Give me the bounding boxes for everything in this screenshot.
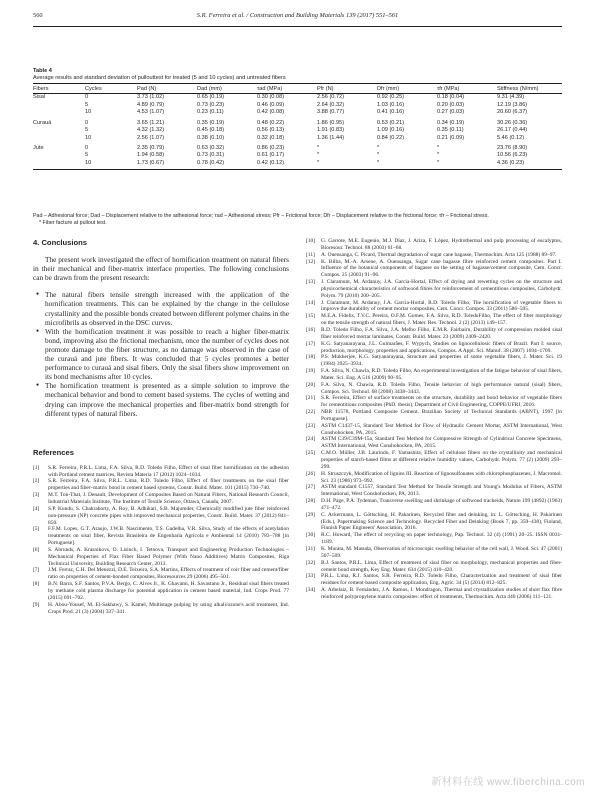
table-cell: 0.86 (0.23)	[257, 144, 285, 151]
reference-item	[306, 279, 562, 300]
reference-text: K.G. Satyanarayana, J.L. Guimarães, F. Wypych, Studies on lignocellulosic fibers of Brazil. Part I: source, production, morphology, properties and applications, Compos. A Appl. Sci. Manuf. 38 (2007) 1694–1709.	[321, 340, 562, 354]
table-cell: 0.78 (0.42)	[197, 159, 257, 169]
table-cell	[33, 127, 85, 135]
table-cell: 0.42 (0.12)	[257, 159, 317, 169]
reference-item	[306, 512, 562, 533]
table-cell: 1.09 (0.16)	[377, 127, 405, 133]
table-cell: 0.23 (0.11)	[197, 109, 224, 116]
reference-text: C. Ackermann, L. Göttsching, H. Pakarinen, Recycled fiber and deinking, in: L. Göttsching, H. Pakarinen (Eds.), Papermaking Science and Technology. Recycled Fiber and Deinking (Book 7, pp. 359–438), Finland, Finnish Paper Engineers' Association, 2016.	[321, 511, 562, 532]
reference-item	[306, 409, 562, 423]
reference-text: ASTM C39/C39M-15a, Standard Test Method for Compressive Strength of Cylindrical Concrete Specimens, ASTM International, West Conshohocken, PA, 2015.	[321, 436, 562, 450]
journal-citation: S.R. Ferreira et al. / Construction and Building Materials 139 (2017) 551–561	[196, 12, 399, 19]
table-cell: 10.56 (6.23)	[497, 152, 528, 159]
reference-number: [12]	[306, 258, 316, 265]
table-cell: 0.18 (0.04)	[437, 94, 465, 101]
table-cell: 1.86 (0.95)	[317, 119, 345, 126]
table-cell: 30.26 (0.36)	[497, 119, 528, 126]
column-header: Stiffness (N/mm)	[497, 84, 562, 94]
table-cell: 2.35 (0.79)	[137, 144, 165, 151]
reference-text: R.C. Howard, The effect of recycling on paper technology, Pap. Technol. 32 (4) (1991) 20–25. ISSN 0031-1189.	[321, 532, 562, 546]
reference-number: [20]	[306, 381, 316, 388]
reference-text: NBR 11578, Portland Composite Cement. Brazilian Society of Technical Standards (ABNT), 1997 [in Portuguese].	[321, 409, 562, 422]
reference-text: K. Bilba, M.-A. Arsene, A. Ouensanga, Sugar cane bagasse fibre reinforced cement composites. Part I. Influence of the botanical components of bagasse on the setting of bagasse/cement composite, Cem. Concr. Compos. 25 (2003) 91–96.	[321, 258, 562, 279]
table-footnote: * Fiber facture at pullout test.	[39, 219, 107, 226]
reference-item	[33, 465, 289, 479]
page-number: 560	[33, 12, 43, 19]
table-cell: 0.61 (0.17)	[257, 152, 285, 159]
table-cell: 0.20 (0.03)	[437, 101, 465, 108]
table-caption	[33, 68, 286, 82]
table-cell: Curauá	[33, 119, 52, 126]
table-cell: Jute	[33, 144, 44, 151]
reference-item	[33, 492, 289, 506]
reference-item	[306, 436, 562, 450]
reference-text: F.F.M. Lopes, G.T. Araujo, J.W.B. Nascimento, T.S. Gadelha, V.R. Silva, Study of the effects of acetylation treatments on sisal fiber, Revista Brasileira de Engenharia Agrícola e Ambiental 14 (2010) 783–788 [in Portuguese].	[48, 526, 289, 547]
reference-text: A. Arbelaiz, B. Fernández, J.A. Ramos, I. Mondragon, Thermal and crystallization studies of short flax fibre reinforced polypropylene matrix composites: effect of treatments, Thermochim. Acta 440 (2006) 111–121.	[321, 587, 562, 600]
reference-number: [30]	[306, 532, 316, 539]
table-cell: 4.36 (0.23)	[497, 159, 562, 169]
table-notes	[33, 213, 562, 226]
reference-number: [13]	[306, 279, 316, 286]
table-row	[33, 109, 562, 117]
reference-text: J. Claramunt, M. Ardanuy, J.A. García-Hortal, Effect of drying and rewetting cycles on the structure and physicochemical characteristics of softwood fibres for reinforcement of cementitious composites, Carbohydr. Polym. 79 (2010) 200–205.	[321, 279, 562, 299]
table-cell: 0.65 (0.19)	[197, 94, 225, 101]
table-cell: 5	[85, 101, 89, 108]
table-cell	[33, 109, 85, 117]
table-cell: 5.46 (0.12)	[497, 134, 525, 141]
table-cell: 0.42 (0.08)	[257, 109, 285, 116]
table-cell: 0	[85, 144, 89, 151]
table-cell: 2.64 (0.32)	[317, 101, 345, 108]
pullout-results-table	[33, 83, 562, 170]
table-cell: 0.92 (0.25)	[377, 94, 405, 101]
reference-item	[306, 573, 562, 587]
column-header: τfr (MPa)	[437, 84, 497, 94]
table-cell: 0.45 (0.18)	[197, 127, 225, 133]
reference-text: R.D. Toledo Filho, F.A. Silva, J.A. Melho Filho, E.M.R. Fairbairn, Durability of compression molded sisal fiber reinforced mortar laminates, Constr. Build. Mater. 23 (2009) 2409–2420.	[321, 326, 562, 340]
table-cell: 9.31 (4.39)	[497, 94, 525, 101]
reference-number: [31]	[306, 545, 316, 552]
table-cell: 5	[85, 152, 89, 159]
table-cell: 2.56 (0.72)	[317, 94, 345, 101]
reference-number: [11]	[306, 251, 315, 258]
reference-number: [4]	[33, 505, 40, 512]
reference-text: P.S. Mukherjee, K.G. Satyanarayana, Structure and properties of some vegetable fibers, J. Mater. Sci. 19 (1984) 3925–3934.	[321, 354, 562, 368]
table-cell: 1.73 (0.67)	[137, 159, 197, 169]
table-cell: 2.56 (1.07)	[137, 134, 165, 141]
reference-number: [8]	[33, 581, 40, 588]
reference-item	[33, 602, 289, 616]
table-cell: 0	[85, 94, 89, 101]
column-header: Fibers	[33, 84, 85, 94]
reference-text: ASTM standard C1557, Standard Test Method for Tensile Strength and Young's Modulus of Fibers, ASTM International, West Conshohocken, PA, 2013.	[321, 484, 562, 498]
column-header: Dad (mm)	[197, 84, 257, 94]
reference-number: [24]	[306, 436, 316, 443]
column-header: Cycles	[85, 84, 137, 94]
reference-number: [27]	[306, 484, 316, 491]
table-cell: *	[377, 152, 380, 159]
reference-number: [29]	[306, 511, 316, 518]
table-row	[33, 127, 562, 135]
table-cell: 3.65 (1.21)	[137, 119, 165, 126]
reference-text: H. Abou-Yousef, M. El-Sakhawy, S. Kamel, Multistage pulping by using alkali/ozone's acid treatment, Ind. Crops Prod. 21 (3) (2004) 337–341.	[48, 601, 289, 615]
table-body	[33, 94, 562, 170]
references-list-right	[306, 238, 562, 601]
table-cell: 5	[85, 127, 89, 133]
table-cell: Sisal	[33, 94, 46, 101]
reference-text: M.E.A. Fidelis, T.V.C. Pereira, O.F.M. Gomes, F.A. Silva, R.D. ToledoFilho, The effect of fiber morphology on the tensile strength of natural fibers, J. Mater. Res. Technol. 2 (2) (2013) 149–157.	[321, 313, 562, 327]
table-cell: *	[377, 159, 437, 169]
table-cell: 0.48 (0.22)	[257, 119, 285, 126]
table-row	[33, 94, 562, 102]
reference-item	[306, 498, 562, 512]
reference-text: F.A. Silva, N. Chawla, R.D. Toledo Filho, Tensile behavior of high performance natural (sisal) fibers, Compos. Sci. Technol. 68 (2008) 3438–3443.	[321, 381, 562, 395]
reference-item	[306, 354, 562, 368]
table-cell	[33, 134, 85, 142]
reference-number: [28]	[306, 498, 316, 505]
reference-item	[33, 526, 289, 547]
reference-text: S.P. Kundu, S. Chakraborty, A. Roy, B. Adhikari, S.B. Majumder, Chemically modified jute fiber reinforced non-pressure (NP) concrete pipes with improved mechanical properties, Constr. Build. Mater. 37 (2012) 841–850.	[48, 505, 289, 526]
reference-text: S.R. Ferreira, F.A. Silva, P.R.L. Lima, R.D. Toledo Filho, Effect of fiber treatments on the sisal fiber properties and fiber–matrix bond in cement based systems, Constr. Build. Mater. 101 (2015) 730–740.	[48, 478, 289, 492]
table-cell: 4.89 (0.79)	[137, 101, 165, 108]
table-cell: 10	[85, 134, 92, 141]
reference-item	[306, 327, 562, 341]
table-cell: 0.21 (0.09)	[437, 134, 465, 141]
conclusion-item: ● The natural fibers tensile strength increased with the application of the hornification treatments. This can be explained by the change in the cellulose crystallinity and the possible bonds created between different polymer chains in the microfibrils as observed in the DSC curves.	[45, 290, 289, 326]
reference-text: F.A. Silva, N. Chawla, R.D. Toledo Filho, An experimental investigation of the fatigue behavior of sisal fibers, Mater. Sci. Eng. A 516 (2009) 90–95.	[321, 368, 562, 381]
column-header: Pfr (N)	[317, 84, 377, 94]
table-cell: 4.53 (1.07)	[137, 109, 165, 116]
watermark: 新材料在线 www.fiberchina.com	[431, 777, 585, 788]
table-cell: 0.32 (0.18)	[257, 134, 285, 141]
reference-text: S.R. Ferreira, Effect of surface treatments on the structure, durability and bond behavior of vegetable fibers for cementitious composites (PhD. thesis), Department of Civil Engineering, COPPE/UFRJ, 2016.	[321, 395, 562, 409]
table-cell: 3.88 (0.77)	[317, 109, 345, 116]
table-cell: 1.03 (0.16)	[377, 101, 405, 108]
reference-number: [10]	[306, 238, 316, 244]
table-cell: *	[317, 144, 320, 151]
reference-item	[306, 341, 562, 355]
running-header	[33, 12, 562, 24]
reference-item	[306, 395, 562, 409]
reference-item	[306, 238, 562, 252]
reference-number: [5]	[33, 526, 40, 533]
reference-number: [26]	[306, 470, 316, 477]
table-cell	[33, 159, 85, 169]
table-cell: 0.30 (0.08)	[257, 94, 285, 101]
reference-text: M.T. Ton-That, J. Denault, Development of Composites Based on Natural Fibers, National Research Council, Industrial Materials Institute, The Institute of Textile Science, Ottawa, Canada, 2007.	[48, 492, 289, 505]
table-cell: *	[437, 152, 440, 159]
reference-item	[306, 382, 562, 396]
table-cell: 0.73 (0.31)	[197, 152, 225, 159]
reference-item	[33, 506, 289, 527]
table-cell: 0.38 (0.10)	[197, 134, 225, 141]
table-cell: *	[317, 159, 377, 169]
column-header: τad (MPa)	[257, 84, 317, 94]
table-cell: *	[377, 144, 380, 151]
table-row	[33, 102, 562, 110]
reference-text: ASTM C1437-15, Standard Test Method for Flow of Hydraulic Cement Mortar, ASTM International, West Conshohocken, PA, 2015.	[321, 422, 562, 436]
table-row	[33, 134, 562, 142]
reference-text: J. Claramunt, M. Ardanuy, J.A. García-Hortal, R.D. Toledo Filho, The hornification of vegetable fibers to improve the durability of cement mortar composites, Cem. Concr. Compos. 33 (2011) 586–595.	[321, 299, 562, 313]
table-cell: 0.46 (0.09)	[257, 101, 285, 108]
reference-item	[306, 471, 562, 485]
reference-number: [22]	[306, 409, 316, 416]
table-cell: *	[437, 144, 440, 151]
reference-text: J.M. Ferraz, C.H. Del Menezzi, D.E. Teixeira, S.A. Martins, Effects of treatment of coir fiber and cement/fiber ratio on properties of cement-bonded composites, Bioresources 29 (2006) 495–501.	[48, 567, 289, 581]
reference-text: P.R.L. Lima, R.J. Santos, S.R. Ferreira, R.D. Toledo Filho, Characterization and treatment of sisal fiber residues for cement-based composite application, Eng. Agríc. 34 (5) (2014) 812–825.	[321, 573, 562, 587]
table-cell: 12.19 (3.86)	[497, 101, 528, 108]
table-cell: 1.94 (0.58)	[137, 152, 165, 159]
left-column	[33, 238, 289, 615]
reference-item	[306, 450, 562, 471]
table-cell: *	[317, 152, 320, 159]
reference-number: [33]	[306, 573, 316, 580]
reference-item	[306, 368, 562, 382]
reference-number: [25]	[306, 450, 316, 457]
conclusions-list	[33, 290, 289, 417]
reference-item	[306, 252, 562, 259]
reference-item	[306, 484, 562, 498]
table-cell: 4.32 (1.32)	[137, 127, 165, 133]
reference-text: G. Garrote, M.E. Eugenio, M.J. Díaz, J. Ariza, F. López, Hydrothermal and pulp processing of eucalyptus, Bioresour. Technol. 88 (2003) 61–68.	[321, 238, 562, 251]
reference-number: [7]	[33, 567, 40, 574]
table-cell: 10	[85, 159, 137, 169]
table-cell: 1.36 (1.44)	[317, 134, 345, 141]
reference-number: [21]	[306, 395, 316, 402]
column-header: Pad (N)	[137, 84, 197, 94]
reference-text: C.M.O. Müller, J.B. Laurindo, F. Yamashita, Effect of cellulose fibers on the crystallinity and mechanical properties of starch-based films at different relative humidity values, Carbohydr. Polym. 77 (2) (2009) 293–299.	[321, 450, 562, 470]
reference-number: [34]	[306, 587, 316, 594]
reference-text: R.J. Santos, P.R.L. Lima, Effect of treatment of sisal fiber on morphology, mechanical properties and fiber-cement bond strength, Key Eng. Mater. 634 (2015) 410–420.	[321, 559, 562, 573]
reference-number: [6]	[33, 546, 40, 553]
table-cell: 0.84 (0.22)	[377, 134, 405, 141]
table-row	[33, 152, 562, 160]
reference-number: [17]	[306, 340, 316, 347]
table-header-row	[33, 84, 562, 94]
reference-number: [1]	[33, 464, 40, 471]
reference-number: [2]	[33, 478, 40, 485]
reference-item	[306, 560, 562, 574]
reference-item	[306, 532, 562, 546]
table-row	[33, 159, 562, 169]
reference-number: [19]	[306, 368, 316, 375]
table-cell: 0.27 (0.03)	[437, 109, 465, 116]
table-title: Average results and standard deviation of pullouttest for treated (5 and 10 cycles) and untreated fibers	[33, 75, 286, 81]
table-cell	[33, 102, 85, 110]
table-cell: 3.73 (1.02)	[137, 94, 165, 101]
table-cell: 20.60 (6.37)	[497, 109, 528, 116]
table-cell: 26.17 (0.44)	[497, 127, 528, 133]
reference-text: A. Ouensanga, C. Picard, Thermal degradation of sugar cane bagasse, Thermochim. Acta 125 (1988) 89–97.	[321, 251, 557, 258]
reference-item	[33, 547, 289, 568]
reference-item	[33, 478, 289, 492]
table-cell: 0.73 (0.23)	[197, 101, 225, 108]
table-cell: 10	[85, 109, 92, 116]
reference-number: [3]	[33, 492, 40, 499]
reference-number: [32]	[306, 559, 316, 566]
conclusion-item: ● The hornification treatment is presented as a simple solution to improve the mechanical behavior and bond to cement based systems. The cycles of wetting and drying can improve the mechanical properties and fiber-matrix bond strength for different types of natural fibers.	[45, 381, 289, 417]
reference-item	[33, 581, 289, 602]
references-heading: References	[33, 447, 74, 457]
reference-number: [18]	[306, 354, 316, 361]
table-cell	[33, 152, 85, 160]
table-cell: 1.91 (0.83)	[317, 127, 345, 133]
table-cell: 0.41 (0.16)	[377, 109, 405, 116]
table-row	[33, 117, 562, 127]
table-cell: 0.34 (0.19)	[437, 119, 465, 126]
reference-text: S.R. Ferreira, P.R.L. Lima, F.A. Silva, R.D. Toledo Filho, Effect of sisal fiber hornification on the adhesion with Portland cement matrices, Revista Materia 17 (2012) 1024–1034.	[48, 464, 289, 478]
table-cell: 0.53 (0.21)	[377, 119, 405, 126]
conclusion-item: ● With the hornification treatment it was possible to reach a higher fiber-matrix bond, improving also the frictional mechanism, once the number of cycles does not promote damage to the fiber structure, as no damage was observed in the case of the curauá and jute fibers. It was concluded that 5 cycles promotes a better performance to curauá and sisal fibers. Only the sisal fibers show improvement on its bond mechanisms after 10 cycles.	[45, 327, 289, 382]
reference-item	[306, 546, 562, 560]
table-cell: 23.76 (8.90)	[497, 144, 528, 151]
reference-item	[306, 587, 562, 601]
reference-item	[306, 313, 562, 327]
reference-item	[33, 567, 289, 581]
table-cell: 0.35 (0.19)	[197, 119, 225, 126]
table-cell: 0	[85, 119, 89, 126]
table-cell: *	[437, 159, 497, 169]
reference-text: H. Struszczyk, Modification of lignins III. Reaction of lignosulfonates with chlorophosphazenes, J. Macromol. Sci. 23 (1986) 973–992.	[321, 470, 563, 484]
reference-item	[306, 423, 562, 437]
table-cell: 0.63 (0.32)	[197, 144, 225, 151]
conclusions-intro: The present work investigated the effect of hornification treatment on natural fibers in their mechanical and fiber-matrix interface properties. The following conclusions can be drawn from the present research:	[33, 255, 289, 283]
table-cell: 0.56 (0.13)	[257, 127, 285, 133]
reference-number: [14]	[306, 299, 316, 306]
reference-text: K. Murata, M. Masuda, Observation of microscopic swelling behavior of the cell wall, J. Wood. Sci. 47 (2001) 507–509.	[321, 545, 562, 559]
reference-number: [16]	[306, 326, 316, 333]
table-label: Table 4	[33, 68, 52, 74]
reference-number: [15]	[306, 313, 316, 320]
reference-text: D.H. Page, P.A. Tydeman, Transverse swelling and shrinkage of softwood tracheids, Nature 199 (4892) (1963) 471–472.	[321, 498, 562, 511]
references-list-left	[33, 465, 289, 616]
conclusions-heading: 4. Conclusions	[33, 238, 88, 247]
right-column	[306, 238, 562, 601]
reference-number: [9]	[33, 601, 40, 608]
reference-text: S. Abrunds, A. Krasnikovs, O. Lisinch, I. Tetnova, Transport and Engineering Production Technologies – Mechanical Properties of Flax Fiber Based Polymer (With Nano Additives) Matrix Composites, Riga Technical University, Building Research Center, 2013.	[48, 546, 289, 567]
column-header: Dfr (mm)	[377, 84, 437, 94]
table-abbreviation-note: Pad – Adhesional force; Dad – Displacement relative to the adhesional force; τad – Adhesional stress; Pfr – Frictional force; Dfr – Displacement relative to the frictional force; τfr – Frictional stress.	[33, 213, 489, 219]
table-cell: 0.35 (0.11)	[437, 127, 464, 133]
reference-number: [23]	[306, 422, 316, 429]
reference-item	[306, 259, 562, 280]
header-rule	[33, 26, 562, 27]
reference-text: B.N. Barra, S.F. Santos, P.V.A. Bergo, C. Alves Jr., K. Ghavami, H. Savastano Jr., Residual sisal fibers treated by methane cold plasma discharge for potential application in cement based material, Ind. Crops Prod. 77 (2015) 691–702.	[48, 581, 289, 601]
table-row	[33, 142, 562, 152]
reference-item	[306, 300, 562, 314]
